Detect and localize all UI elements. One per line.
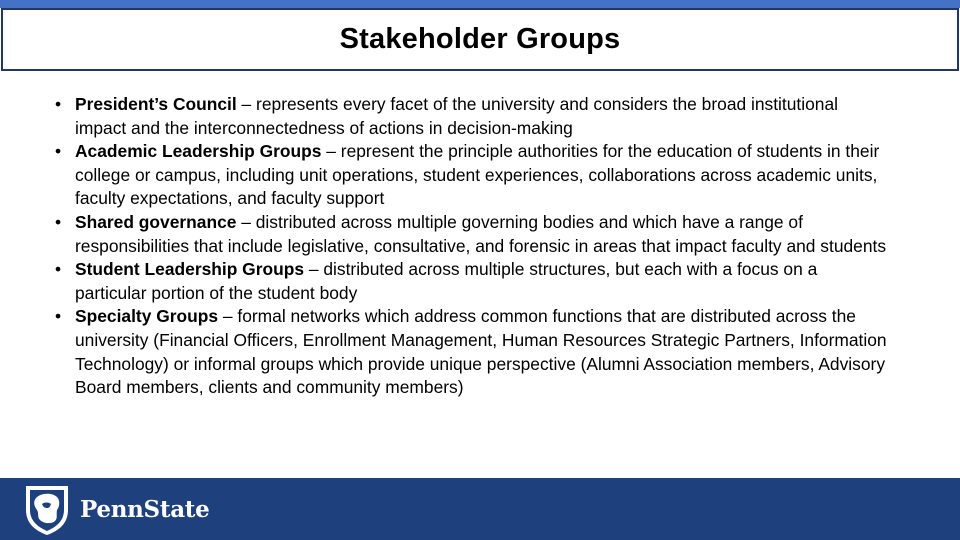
bullet-text: – distributed across multiple governing bodies and which have a range of responsibilities that include legislative, consultative, and forensic in areas that impact faculty and students — [75, 211, 887, 256]
bullet-text: – formal networks which address common functions that are distributed across the university (Financial Officers, Enrollment Management, Human Resources Strategic Partners, Information Technology) or informal groups which provide unique perspective (Alumni Association members, Advisory Board members, clients and community members) — [75, 306, 887, 398]
bullet-list — [52, 93, 892, 400]
bullet-term: Specialty Groups — [75, 306, 219, 327]
bullet-text: – represent the principle authorities for the education of students in their college or campus, including unit operations, student experiences, collaborations across academic units, faculty expectations, and faculty support — [75, 141, 880, 209]
bullet-text: – distributed across multiple structures, but each with a focus on a particular portion of the student body — [75, 259, 818, 303]
bullet-dot-icon: • — [55, 306, 62, 327]
bullet-term: President’s Council — [75, 94, 237, 114]
bullet-item-specialty-groups — [52, 305, 892, 399]
bullet-term: Shared governance — [75, 211, 237, 232]
bullet-term: Academic Leadership Groups — [75, 141, 322, 162]
slide-title: Stakeholder Groups — [339, 23, 621, 55]
bullet-item-shared-governance — [52, 211, 892, 258]
bullet-dot-icon: • — [55, 141, 62, 162]
bullet-dot-icon: • — [55, 259, 62, 280]
bullet-text: – represents every facet of the university and considers the broad institutional impact and the interconnectedness of actions in decision-making — [75, 94, 838, 138]
bullet-item-student-leadership — [52, 258, 892, 305]
bullet-term: Student Leadership Groups — [75, 259, 304, 280]
nittany-lion-shield-icon — [22, 482, 72, 536]
top-accent-strip — [0, 0, 960, 8]
bullet-item-presidents-council — [52, 93, 892, 140]
bullet-item-academic-leadership — [52, 140, 892, 211]
bullet-dot-icon: • — [55, 211, 62, 232]
footer-bar — [0, 478, 960, 540]
bullet-dot-icon: • — [55, 94, 62, 114]
title-box — [1, 8, 959, 71]
pennstate-wordmark: PennState — [80, 495, 210, 523]
